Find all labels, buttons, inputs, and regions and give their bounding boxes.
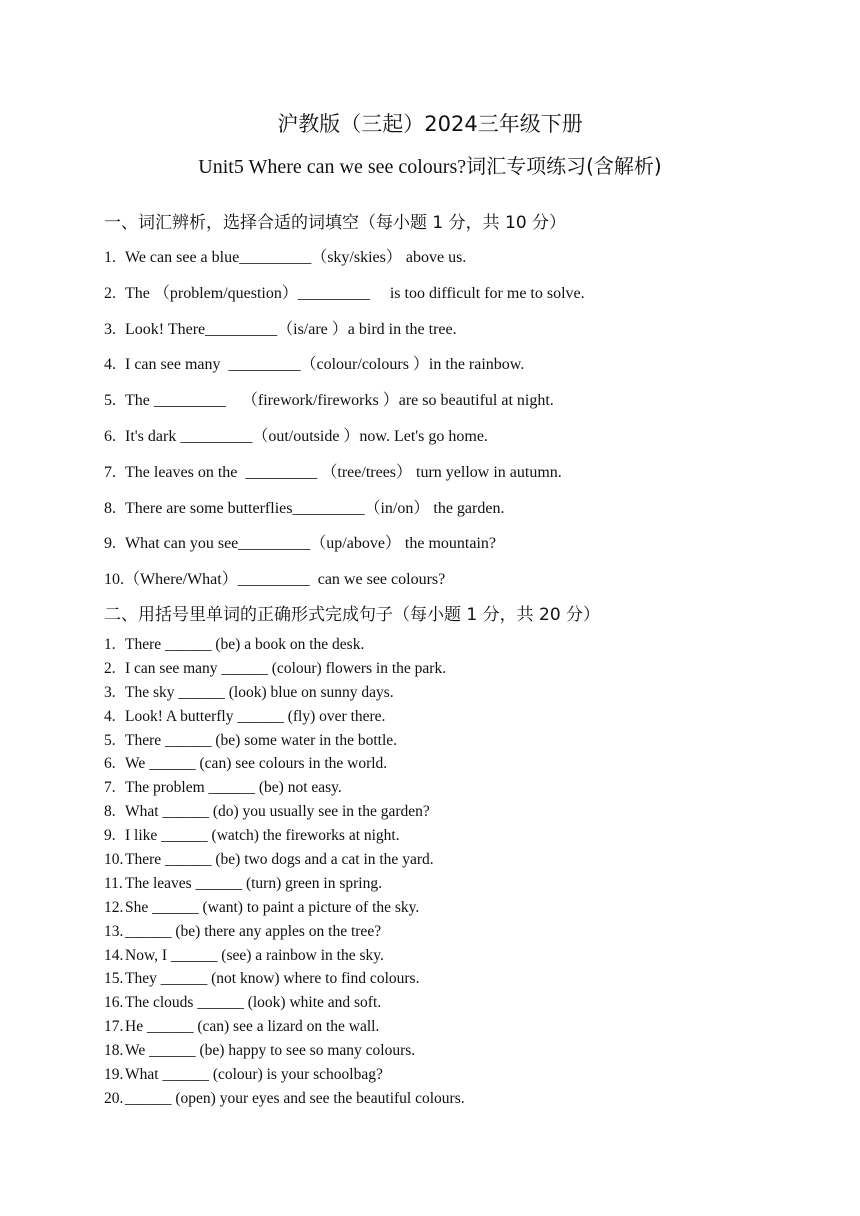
list-item — [104, 354, 585, 390]
list-item — [104, 730, 465, 754]
list-item — [104, 873, 465, 897]
document-subtitle — [0, 150, 860, 179]
item-text: The _________ （firework/fireworks ）are so beautiful at night. — [125, 392, 554, 410]
item-text: They ______ (not know) where to find colours. — [125, 970, 420, 988]
item-number: 9. — [104, 827, 116, 845]
item-number: 10. — [104, 571, 124, 589]
list-item — [104, 319, 585, 355]
item-text: The problem ______ (be) not easy. — [125, 779, 342, 797]
item-number: 1. — [104, 636, 116, 653]
list-item — [104, 825, 465, 849]
section-2-heading: 二、用括号里单词的正确形式完成句子（每小题 1 分，共 20 分） — [104, 605, 601, 625]
document-title: 沪教版（三起）2024三年级下册 — [277, 112, 583, 136]
list-item — [104, 283, 585, 319]
item-text: He ______ (can) see a lizard on the wall. — [125, 1018, 380, 1036]
item-number: 15. — [104, 970, 124, 988]
list-item — [104, 777, 465, 801]
item-number: 6. — [104, 427, 116, 445]
item-text: Look! There_________（is/are ）a bird in the tree. — [125, 320, 457, 338]
subtitle-chinese: 词汇专项练习(含解析) — [466, 154, 662, 178]
list-item — [104, 658, 465, 682]
item-text: What ______ (colour) is your schoolbag? — [125, 1066, 383, 1084]
item-text: There ______ (be) a book on the desk. — [125, 636, 365, 653]
item-number: 5. — [104, 392, 116, 410]
item-text: I can see many ______ (colour) flowers in the park. — [125, 659, 447, 677]
item-text: What can you see_________（up/above） the mountain? — [125, 535, 497, 553]
item-text: The leaves on the _________ （tree/trees） turn yellow in autumn. — [125, 463, 562, 481]
list-item — [104, 1064, 465, 1088]
item-text: There are some butterflies_________（in/on） the garden. — [125, 499, 505, 517]
item-number: 1. — [104, 249, 116, 266]
item-text: The leaves ______ (turn) green in spring. — [125, 874, 382, 892]
item-text: （Where/What）_________ can we see colours? — [124, 571, 446, 589]
list-item — [104, 849, 465, 873]
item-text: Look! A butterfly ______ (fly) over there. — [125, 707, 386, 725]
item-text: We ______ (be) happy to see so many colours. — [125, 1042, 416, 1060]
list-item — [104, 921, 465, 945]
list-item — [104, 801, 465, 825]
item-text: I can see many _________（colour/colours ）in the rainbow. — [125, 356, 525, 374]
item-number: 17. — [104, 1018, 124, 1036]
item-number: 9. — [104, 535, 116, 553]
list-item — [104, 462, 585, 498]
item-number: 5. — [104, 731, 116, 749]
item-number: 8. — [104, 499, 116, 517]
item-number: 7. — [104, 779, 116, 797]
item-text: She ______ (want) to paint a picture of the sky. — [125, 898, 420, 916]
item-text: ______ (open) your eyes and see the beautiful colours. — [125, 1089, 465, 1107]
list-item — [104, 533, 585, 569]
item-number: 4. — [104, 707, 116, 725]
list-item — [104, 634, 465, 658]
list-item — [104, 753, 465, 777]
list-item — [104, 1040, 465, 1064]
list-item — [104, 968, 465, 992]
item-number: 3. — [104, 320, 116, 338]
item-text: The clouds ______ (look) white and soft. — [125, 994, 382, 1012]
list-item — [104, 390, 585, 426]
item-text: There ______ (be) two dogs and a cat in the yard. — [125, 851, 434, 869]
item-text: We ______ (can) see colours in the world. — [125, 755, 388, 773]
list-item — [104, 1016, 465, 1040]
item-number: 10. — [104, 851, 124, 869]
item-number: 8. — [104, 803, 116, 821]
section-1-list — [104, 247, 585, 605]
list-item — [104, 706, 465, 730]
list-item — [104, 498, 585, 534]
item-number: 7. — [104, 463, 116, 481]
section-2-list — [104, 634, 465, 1112]
item-number: 2. — [104, 284, 116, 302]
list-item — [104, 992, 465, 1016]
item-text: I like ______ (watch) the fireworks at night. — [125, 827, 400, 845]
subtitle-english: Unit5 Where can we see colours? — [198, 156, 467, 178]
item-text: What ______ (do) you usually see in the garden? — [125, 803, 430, 821]
list-item — [104, 897, 465, 921]
item-number: 3. — [104, 683, 116, 701]
item-text: We can see a blue_________（sky/skies） above us. — [125, 249, 467, 266]
item-text: ______ (be) there any apples on the tree? — [125, 922, 382, 940]
list-item — [104, 945, 465, 969]
item-number: 18. — [104, 1042, 124, 1060]
item-text: Now, I ______ (see) a rainbow in the sky. — [125, 946, 384, 964]
list-item — [104, 1088, 465, 1112]
item-number: 12. — [104, 898, 124, 916]
item-number: 2. — [104, 659, 116, 677]
item-text: The sky ______ (look) blue on sunny days. — [125, 683, 394, 701]
item-text: There ______ (be) some water in the bottle. — [125, 731, 398, 749]
item-number: 11. — [104, 874, 123, 892]
item-number: 20. — [104, 1089, 124, 1107]
item-number: 4. — [104, 356, 116, 374]
item-text: It's dark _________（out/outside ）now. Let's go home. — [125, 427, 488, 445]
item-number: 14. — [104, 946, 124, 964]
list-item — [104, 426, 585, 462]
item-text: The （problem/question）_________ is too difficult for me to solve. — [125, 284, 585, 302]
item-number: 19. — [104, 1066, 124, 1084]
item-number: 6. — [104, 755, 116, 773]
section-1-heading: 一、词汇辨析，选择合适的词填空（每小题 1 分，共 10 分） — [104, 213, 567, 233]
item-number: 16. — [104, 994, 124, 1012]
item-number: 13. — [104, 922, 124, 940]
list-item — [104, 247, 585, 283]
list-item — [104, 682, 465, 706]
